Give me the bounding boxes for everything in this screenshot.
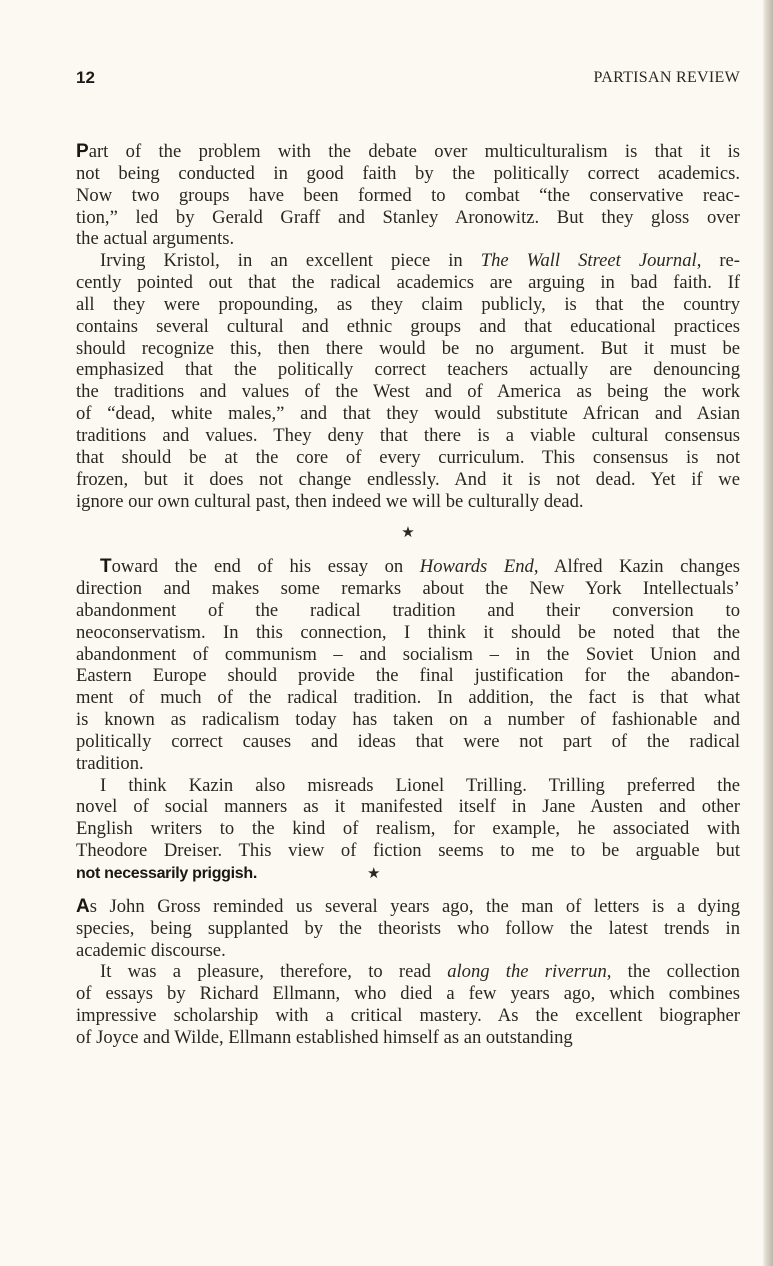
text-run: English writers to the kind of realism, for example, he associated with [76,818,740,840]
text-line [76,687,740,709]
section-break-star-icon: ★ [367,866,381,882]
paragraph [76,141,740,250]
text-run: all they were propounding, as they claim publicly, is that the country [76,293,740,315]
text-run: of “dead, white males,” and that they would substitute African and Asian [76,403,740,425]
text-line [76,491,740,513]
text-line [76,359,740,381]
section-break-star-icon: ★ [401,525,415,542]
paragraph [76,250,740,512]
text-run: tradition. [76,752,144,774]
text-line [76,918,740,940]
text-line [76,578,740,600]
text-line [76,753,740,775]
italic-title: along the riverrun [447,961,607,983]
text-line [76,207,740,229]
text-line [76,294,740,316]
text-run: not necessarily priggish. [76,865,258,882]
text-line [76,796,740,818]
text-run: novel of social manners as it manifested itself in Jane Austen and other [76,796,740,818]
text-line [76,381,740,403]
drop-initial: T [100,556,112,578]
italic-title: The Wall Street Journal [480,250,697,272]
paragraph [76,961,740,1048]
text-run: direction and makes some remarks about the New York Intellectuals’ [76,578,740,600]
text-run: oward the end of his essay on [111,556,420,578]
text-run: of Joyce and Wilde, Ellmann established himself as an outstanding [76,1026,573,1048]
italic-title: Howards End [419,556,534,578]
text-line [76,403,740,425]
article-body [76,141,740,1049]
text-line [76,425,740,447]
text-run: s John Gross reminded us several years ago, the man of letters is a dying [89,895,740,917]
text-run: of essays by Richard Ellmann, who died a few years ago, which combines [76,983,740,1005]
page-number: 12 [76,68,95,87]
text-run: Now two groups have been formed to combat “the conservative reac- [76,184,740,206]
text-line [76,961,740,983]
text-line [76,983,740,1005]
text-run: ment of much of the radical tradition. In addition, the fact is that what [76,687,740,709]
text-run: not being conducted in good faith by the politically correct academics. [76,162,740,184]
text-line [76,940,740,962]
text-line [76,818,740,840]
text-run: It was a pleasure, therefore, to read [100,961,448,983]
text-line [76,862,740,884]
text-line [76,600,740,622]
section-gap [76,884,740,896]
text-run: that should be at the core of every curriculum. This consensus is not [76,446,740,468]
running-head: PARTISAN REVIEW [593,69,740,86]
text-line [76,228,740,250]
page-edge-shadow [763,0,773,1266]
text-line [76,163,740,185]
text-line [76,622,740,644]
text-line [76,316,740,338]
text-line [76,896,740,918]
text-line [76,556,740,578]
text-run: tion,” led by Gerald Graff and Stanley Aronowitz. But they gloss over [76,206,740,228]
text-run: academic discourse. [76,939,226,961]
text-run: the traditions and values of the West and of America as being the work [76,381,740,403]
text-run: neoconservatism. In this connection, I think it should be noted that the [76,621,740,643]
drop-initial: A [76,895,90,917]
text-run: art of the problem with the debate over multiculturalism is that it is [88,141,740,162]
paragraph [76,896,740,962]
text-line [76,1005,740,1027]
text-line [76,731,740,753]
text-run: impressive scholarship with a critical mastery. As the excellent biographer [76,1005,740,1027]
text-line [76,775,740,797]
text-line [76,469,740,491]
paragraph [76,556,740,774]
text-line [76,250,740,272]
page-header [76,68,740,92]
text-run: Eastern Europe should provide the final justification for the abandon- [76,665,740,687]
text-run: species, being supplanted by the theorists who follow the latest trends in [76,917,740,939]
text-line [76,665,740,687]
text-line [76,1027,740,1049]
text-line [76,185,740,207]
text-run: traditions and values. They deny that there is a viable cultural consensus [76,424,740,446]
text-line [76,644,740,666]
text-run: , the collection [606,961,740,983]
text-run: should recognize this, then there would be no argument. But it must be [76,337,740,359]
text-line [76,338,740,360]
text-run: abandonment of the radical tradition and their conversion to [76,599,740,621]
text-run: emphasized that the politically correct teachers actually are denouncing [76,359,740,381]
text-run: is known as radicalism today has taken on a number of fashionable and [76,709,740,731]
paragraph [76,775,740,884]
text-line [76,840,740,862]
text-line [76,447,740,469]
text-line [76,141,740,163]
text-run: contains several cultural and ethnic groups and that educational practices [76,315,740,337]
text-run: frozen, but it does not change endlessly. And it is not dead. Yet if we [76,468,740,490]
text-line [76,709,740,731]
text-run: Theodore Dreiser. This view of fiction seems to me to be arguable but [76,840,740,862]
drop-initial: P [76,141,89,162]
text-run: politically correct causes and ideas that were not part of the radical [76,730,740,752]
text-run: ignore our own cultural past, then indeed we will be culturally dead. [76,490,584,512]
text-run: the actual arguments. [76,228,235,250]
text-run: abandonment of communism – and socialism – in the Soviet Union and [76,643,740,665]
text-line [76,272,740,294]
text-run: I think Kazin also misreads Lionel Trilling. Trilling preferred the [100,774,740,796]
text-run: cently pointed out that the radical academics are arguing in bad faith. If [76,272,740,294]
text-run: , re- [696,250,741,272]
text-run: Irving Kristol, in an excellent piece in [100,250,481,272]
text-run: , Alfred Kazin changes [533,556,740,578]
